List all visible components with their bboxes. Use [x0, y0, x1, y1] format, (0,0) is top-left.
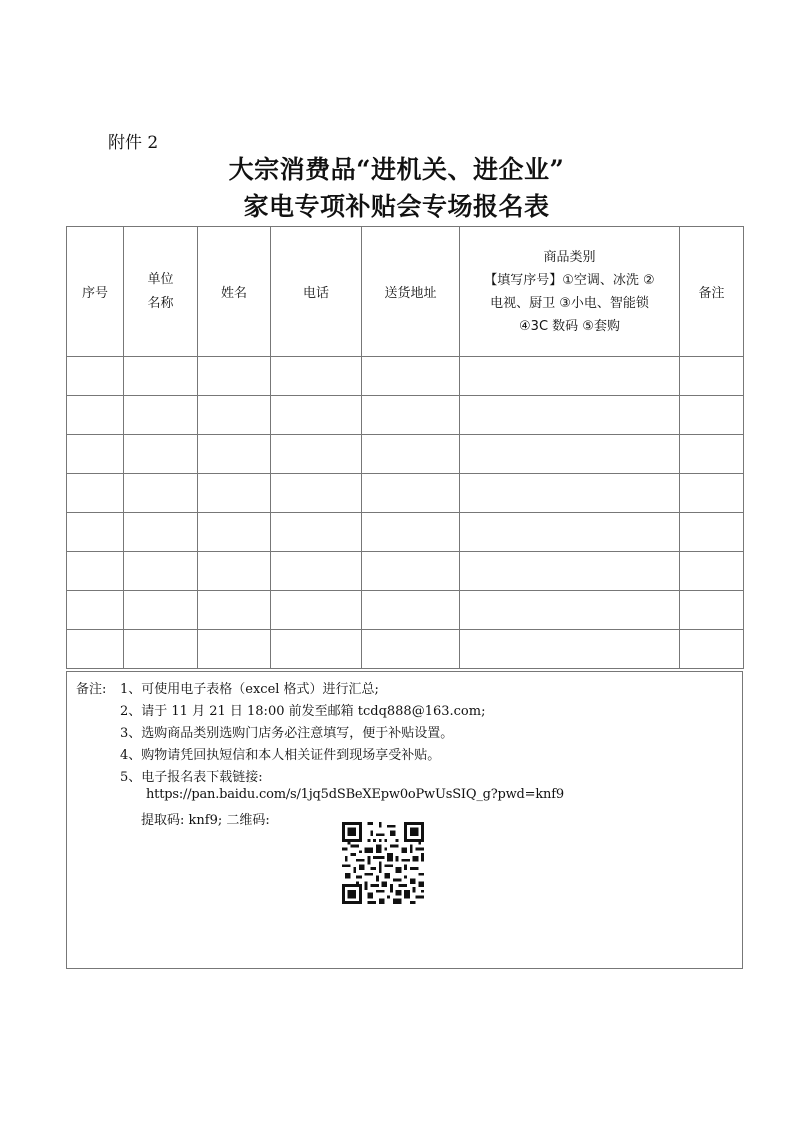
cell-seq[interactable]: [67, 552, 124, 591]
note-item-2: 2、请于 11 月 21 日 18:00 前发至邮箱 tcdq888@163.com;: [120, 704, 486, 719]
header-category: [460, 227, 680, 357]
cell-remark[interactable]: [680, 396, 744, 435]
header-unit-line2: 名称: [147, 295, 174, 311]
note-item-5: 5、电子报名表下载链接:: [120, 770, 263, 785]
note-item-1: 1、可使用电子表格（excel 格式）进行汇总;: [120, 682, 379, 697]
table-row: [67, 591, 744, 630]
cell-category[interactable]: [460, 396, 680, 435]
cell-remark[interactable]: [680, 435, 744, 474]
cell-category[interactable]: [460, 513, 680, 552]
qr-code-icon: [342, 822, 424, 904]
notes-box: [66, 671, 743, 969]
cell-unit[interactable]: [124, 591, 198, 630]
cell-category[interactable]: [460, 591, 680, 630]
cell-unit[interactable]: [124, 357, 198, 396]
cell-name[interactable]: [198, 630, 271, 669]
cell-address[interactable]: [362, 435, 460, 474]
cell-remark[interactable]: [680, 513, 744, 552]
cell-phone[interactable]: [271, 357, 362, 396]
cell-name[interactable]: [198, 591, 271, 630]
header-remark: 备注: [680, 227, 744, 357]
header-phone: 电话: [271, 227, 362, 357]
table-row: [67, 513, 744, 552]
cell-name[interactable]: [198, 474, 271, 513]
cell-address[interactable]: [362, 513, 460, 552]
cell-phone[interactable]: [271, 591, 362, 630]
cell-address[interactable]: [362, 474, 460, 513]
table-row: [67, 357, 744, 396]
cell-category[interactable]: [460, 552, 680, 591]
cell-remark[interactable]: [680, 552, 744, 591]
cell-remark[interactable]: [680, 357, 744, 396]
header-unit: [124, 227, 198, 357]
table-header-row: [67, 227, 744, 357]
header-category-title: 商品类别: [543, 249, 596, 265]
cell-seq[interactable]: [67, 630, 124, 669]
header-unit-line1: 单位: [147, 271, 174, 287]
form-title-line1: 大宗消费品“进机关、进企业”: [228, 155, 565, 184]
table-row: [67, 474, 744, 513]
cell-name[interactable]: [198, 357, 271, 396]
cell-address[interactable]: [362, 357, 460, 396]
cell-address[interactable]: [362, 591, 460, 630]
note-item-4: 4、购物请凭回执短信和本人相关证件到现场享受补贴。: [120, 748, 441, 763]
cell-seq[interactable]: [67, 591, 124, 630]
cell-unit[interactable]: [124, 474, 198, 513]
cell-category[interactable]: [460, 474, 680, 513]
header-name: 姓名: [198, 227, 271, 357]
cell-phone[interactable]: [271, 552, 362, 591]
cell-phone[interactable]: [271, 474, 362, 513]
cell-unit[interactable]: [124, 396, 198, 435]
cell-category[interactable]: [460, 357, 680, 396]
cell-unit[interactable]: [124, 552, 198, 591]
registration-table: [66, 226, 744, 669]
cell-name[interactable]: [198, 396, 271, 435]
cell-phone[interactable]: [271, 513, 362, 552]
download-link[interactable]: https://pan.baidu.com/s/1jq5dSBeXEpw0oPwUsSIQ_g?pwd=knf9: [146, 787, 564, 802]
cell-unit[interactable]: [124, 513, 198, 552]
cell-seq[interactable]: [67, 435, 124, 474]
form-title-line2: 家电专项补贴会专场报名表: [243, 192, 550, 221]
header-seq: 序号: [67, 227, 124, 357]
cell-seq[interactable]: [67, 474, 124, 513]
table-row: [67, 435, 744, 474]
note-item-3: 3、选购商品类别选购门店务必注意填写，便于补贴设置。: [120, 726, 454, 741]
table-row: [67, 396, 744, 435]
cell-address[interactable]: [362, 630, 460, 669]
cell-phone[interactable]: [271, 435, 362, 474]
cell-phone[interactable]: [271, 630, 362, 669]
cell-name[interactable]: [198, 552, 271, 591]
header-category-line3: ④3C 数码 ⑤套购: [519, 318, 620, 334]
cell-category[interactable]: [460, 435, 680, 474]
cell-name[interactable]: [198, 435, 271, 474]
cell-category[interactable]: [460, 630, 680, 669]
cell-address[interactable]: [362, 552, 460, 591]
cell-unit[interactable]: [124, 435, 198, 474]
cell-name[interactable]: [198, 513, 271, 552]
cell-seq[interactable]: [67, 513, 124, 552]
cell-address[interactable]: [362, 396, 460, 435]
cell-remark[interactable]: [680, 591, 744, 630]
cell-remark[interactable]: [680, 474, 744, 513]
header-category-line2: 电视、厨卫 ③小电、智能锁: [490, 295, 649, 311]
cell-seq[interactable]: [67, 357, 124, 396]
notes-prefix: 备注:: [76, 682, 107, 697]
header-category-line1: 【填写序号】①空调、冰洗 ②: [484, 272, 655, 288]
extraction-code: 提取码: knf9; 二维码:: [141, 813, 270, 828]
table-row: [67, 552, 744, 591]
cell-phone[interactable]: [271, 396, 362, 435]
cell-seq[interactable]: [67, 396, 124, 435]
attachment-label: 附件 2: [108, 133, 159, 153]
cell-remark[interactable]: [680, 630, 744, 669]
header-address: 送货地址: [362, 227, 460, 357]
cell-unit[interactable]: [124, 630, 198, 669]
table-row: [67, 630, 744, 669]
